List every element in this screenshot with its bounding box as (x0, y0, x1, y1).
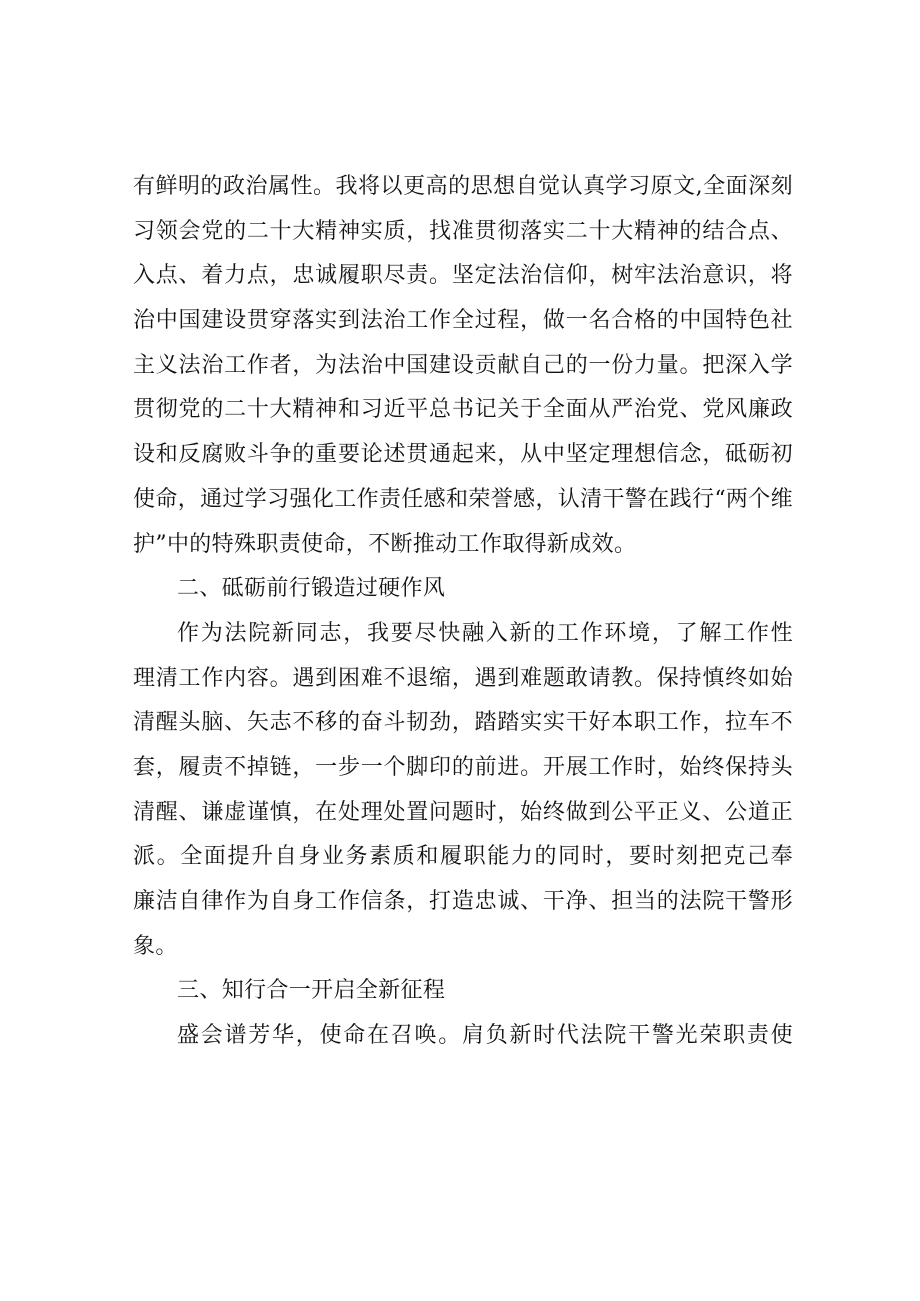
paragraph-1-line: 习领会党的二十大精神实质，找准贯彻落实二十大精神的结合点、 (133, 218, 793, 244)
paragraph-1-line: 治中国建设贯穿落实到法治工作全过程，做一名合格的中国特色社 (133, 308, 793, 334)
paragraph-2-line: 派。全面提升自身业务素质和履职能力的同时，要时刻把克己奉 (133, 844, 793, 870)
paragraph-2-line: 套，履责不掉链，一步一个脚印的前进。开展工作时，始终保持头 (133, 754, 793, 780)
paragraph-2-line: 清醒、谦虚谨慎，在处理处置问题时，始终做到公平正义、公道正 (133, 799, 793, 825)
document-body (133, 165, 793, 1059)
paragraph-2-line: 作为法院新同志，我要尽快融入新的工作环境，了解工作性 (177, 620, 793, 646)
section-heading-2: 二、砥砺前行锻造过硬作风 (177, 576, 446, 602)
paragraph-1-line: 设和反腐败斗争的重要论述贯通起来，从中坚定理想信念，砥砺初 (133, 442, 793, 468)
paragraph-1-line: 贯彻党的二十大精神和习近平总书记关于全面从严治党、党风廉政 (133, 397, 793, 423)
section-heading-3: 三、知行合一开启全新征程 (177, 978, 446, 1004)
paragraph-2-line: 理清工作内容。遇到困难不退缩，遇到难题敢请教。保持慎终如始 (133, 665, 793, 691)
paragraph-2-line: 廉洁自律作为自身工作信条，打造忠诚、干净、担当的法院干警形 (133, 889, 793, 914)
paragraph-1-line: 主义法治工作者，为法治中国建设贡献自己的一份力量。把深入学 (133, 352, 793, 378)
paragraph-1-line: 使命，通过学习强化工作责任感和荣誉感，认清干警在践行“两个维 (133, 486, 793, 512)
paragraph-2-line: 象。 (133, 933, 178, 959)
paragraph-3-line: 盛会谱芳华，使命在召唤。肩负新时代法院干警光荣职责使 (177, 1023, 793, 1049)
paragraph-1-line: 有鲜明的政治属性。我将以更高的思想自觉认真学习原文,全面深刻 (133, 174, 793, 199)
paragraph-1-line: 护”中的特殊职责使命，不断推动工作取得新成效。 (133, 531, 637, 557)
paragraph-2-line: 清醒头脑、矢志不移的奋斗韧劲，踏踏实实干好本职工作，拉车不 (133, 710, 793, 736)
paragraph-1-line: 入点、着力点，忠诚履职尽责。坚定法治信仰，树牢法治意识，将 (133, 263, 793, 289)
